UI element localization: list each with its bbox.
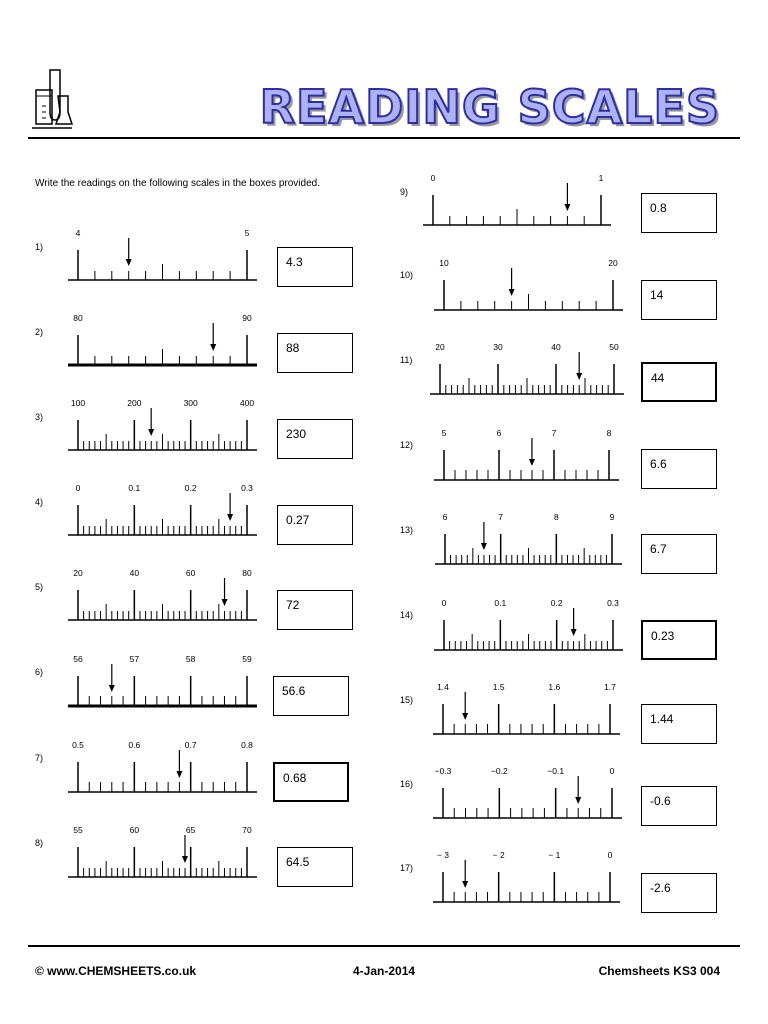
answer-box[interactable]: 88 xyxy=(277,333,353,373)
scale-label: − 3 xyxy=(436,850,450,860)
footer-copyright: © www.CHEMSHEETS.co.uk xyxy=(35,964,197,978)
scale-label: 0.3 xyxy=(607,598,619,608)
scale-label: 0.6 xyxy=(128,740,141,750)
scale-label: 70 xyxy=(242,825,252,835)
scale-label: 200 xyxy=(127,398,142,408)
arrow-icon xyxy=(462,881,468,888)
scale-label: 40 xyxy=(129,568,140,578)
arrow-icon xyxy=(571,629,577,636)
arrow-icon xyxy=(481,543,487,550)
scale-q17 xyxy=(400,850,620,902)
scale-label: 30 xyxy=(493,342,503,352)
scale-q11 xyxy=(400,342,624,394)
question-number: 11) xyxy=(400,355,413,365)
scale-label: 0.8 xyxy=(241,740,253,750)
scale-label: − 2 xyxy=(492,850,505,860)
scale-q3 xyxy=(35,398,257,450)
scale-q9 xyxy=(400,173,611,225)
footer-divider xyxy=(28,945,740,947)
scale-label: 400 xyxy=(239,398,255,408)
question-number: 10) xyxy=(400,270,414,280)
scale-q15 xyxy=(400,682,620,734)
answer-box[interactable]: 6.7 xyxy=(641,534,717,574)
scale-label: 80 xyxy=(242,568,252,578)
scale-label: 0.2 xyxy=(550,598,563,608)
question-number: 1) xyxy=(35,242,44,252)
question-number: 4) xyxy=(35,497,44,507)
scale-label: −0.1 xyxy=(547,766,565,776)
question-number: 17) xyxy=(400,863,414,873)
answer-box[interactable]: 56.6 xyxy=(273,676,349,716)
arrow-icon xyxy=(462,713,468,720)
arrow-icon xyxy=(529,459,535,466)
scale-label: 0 xyxy=(441,598,447,608)
scale-label: −0.2 xyxy=(490,766,508,776)
scale-label: 9 xyxy=(609,512,615,522)
scale-q5 xyxy=(35,568,257,620)
scale-label: 0 xyxy=(609,766,615,776)
scale-q14 xyxy=(400,598,623,650)
scale-label: 0 xyxy=(430,173,436,183)
question-number: 15) xyxy=(400,695,414,705)
scale-label: − 1 xyxy=(548,850,561,860)
question-number: 9) xyxy=(400,187,409,197)
question-number: 6) xyxy=(35,667,44,677)
scale-label: 0.7 xyxy=(184,740,197,750)
answer-box[interactable]: 6.6 xyxy=(641,449,717,489)
question-number: 13) xyxy=(400,525,414,535)
scale-label: 8 xyxy=(553,512,559,522)
scale-label: 0.1 xyxy=(128,483,141,493)
arrow-icon xyxy=(176,771,182,778)
question-number: 2) xyxy=(35,327,44,337)
answer-box[interactable]: 64.5 xyxy=(277,847,353,887)
arrow-icon xyxy=(227,514,233,521)
page-title: READING SCALES xyxy=(259,80,720,134)
scale-label: 60 xyxy=(185,568,196,578)
scale-label: 65 xyxy=(185,825,196,835)
scale-label: 6 xyxy=(496,428,502,438)
arrow-icon xyxy=(182,856,188,863)
arrow-icon xyxy=(148,429,154,436)
question-number: 5) xyxy=(35,582,44,592)
question-number: 8) xyxy=(35,838,44,848)
scale-label: 57 xyxy=(129,654,140,664)
answer-box[interactable]: 0.23 xyxy=(641,620,717,660)
answer-box[interactable]: 44 xyxy=(641,362,717,402)
scale-label: 100 xyxy=(70,398,86,408)
scale-label: 7 xyxy=(498,512,504,522)
arrow-icon xyxy=(210,344,216,351)
answer-box[interactable]: 230 xyxy=(277,419,353,459)
scale-label: 8 xyxy=(606,428,612,438)
scale-label: 0 xyxy=(607,850,613,860)
scale-label: 20 xyxy=(73,568,83,578)
scale-q8 xyxy=(35,825,257,877)
scale-label: 1.4 xyxy=(437,682,449,692)
scale-label: 55 xyxy=(73,825,83,835)
scale-q4 xyxy=(35,483,257,535)
scale-label: 4 xyxy=(75,228,81,238)
answer-box[interactable]: 0.27 xyxy=(277,505,353,545)
scale-label: 80 xyxy=(73,313,83,323)
answer-box[interactable]: 14 xyxy=(641,280,717,320)
arrow-icon xyxy=(564,204,570,211)
answer-box[interactable]: 1.44 xyxy=(641,704,717,744)
scale-label: 40 xyxy=(551,342,561,352)
scale-label: 0.2 xyxy=(184,483,197,493)
arrow-icon xyxy=(109,685,115,692)
scale-label: 0 xyxy=(75,483,81,493)
scale-q2 xyxy=(35,313,257,365)
scale-q10 xyxy=(400,258,623,310)
footer-date: 4-Jan-2014 xyxy=(353,964,416,978)
answer-box[interactable]: 72 xyxy=(277,590,353,630)
answer-box[interactable]: -0.6 xyxy=(641,786,717,826)
scale-label: 10 xyxy=(439,258,449,268)
instructions: Write the readings on the following scales in the boxes provided. xyxy=(35,178,320,189)
arrow-icon xyxy=(222,599,228,606)
scale-q13 xyxy=(400,512,622,564)
scale-q12 xyxy=(400,428,619,480)
answer-box[interactable]: 0.68 xyxy=(273,762,349,802)
arrow-icon xyxy=(509,289,515,296)
footer-reference: Chemsheets KS3 004 xyxy=(598,964,720,978)
scale-q1 xyxy=(35,228,257,280)
scale-label: 7 xyxy=(551,428,557,438)
scale-label: 300 xyxy=(183,398,198,408)
scale-label: 56 xyxy=(73,654,83,664)
answer-box[interactable]: -2.6 xyxy=(641,873,717,913)
scale-label: 5 xyxy=(441,428,447,438)
scale-label: 20 xyxy=(608,258,618,268)
scale-label: 5 xyxy=(244,228,250,238)
scale-label: −0.3 xyxy=(434,766,452,776)
question-number: 7) xyxy=(35,753,44,763)
scale-label: 60 xyxy=(129,825,140,835)
scale-label: 0.5 xyxy=(72,740,84,750)
scale-label: 1.5 xyxy=(492,682,505,692)
scale-q7 xyxy=(35,740,257,792)
question-number: 14) xyxy=(400,610,414,620)
scale-label: 1 xyxy=(598,173,604,183)
answer-box[interactable]: 4.3 xyxy=(277,247,353,287)
scale-label: 0.1 xyxy=(494,598,507,608)
scale-label: 6 xyxy=(442,512,448,522)
scale-label: 58 xyxy=(185,654,196,664)
scale-label: 0.3 xyxy=(241,483,253,493)
scale-q16 xyxy=(400,766,622,818)
arrow-icon xyxy=(126,259,132,266)
scale-label: 59 xyxy=(242,654,252,664)
scale-label: 90 xyxy=(242,313,252,323)
scale-label: 1.6 xyxy=(548,682,561,692)
scale-label: 1.7 xyxy=(604,682,616,692)
arrow-icon xyxy=(575,797,581,804)
question-number: 3) xyxy=(35,412,44,422)
question-number: 16) xyxy=(400,779,414,789)
arrow-icon xyxy=(576,373,582,380)
scale-label: 20 xyxy=(435,342,445,352)
scale-q6 xyxy=(35,654,257,706)
question-number: 12) xyxy=(400,440,414,450)
scale-label: 50 xyxy=(609,342,619,352)
answer-box[interactable]: 0.8 xyxy=(641,193,717,233)
